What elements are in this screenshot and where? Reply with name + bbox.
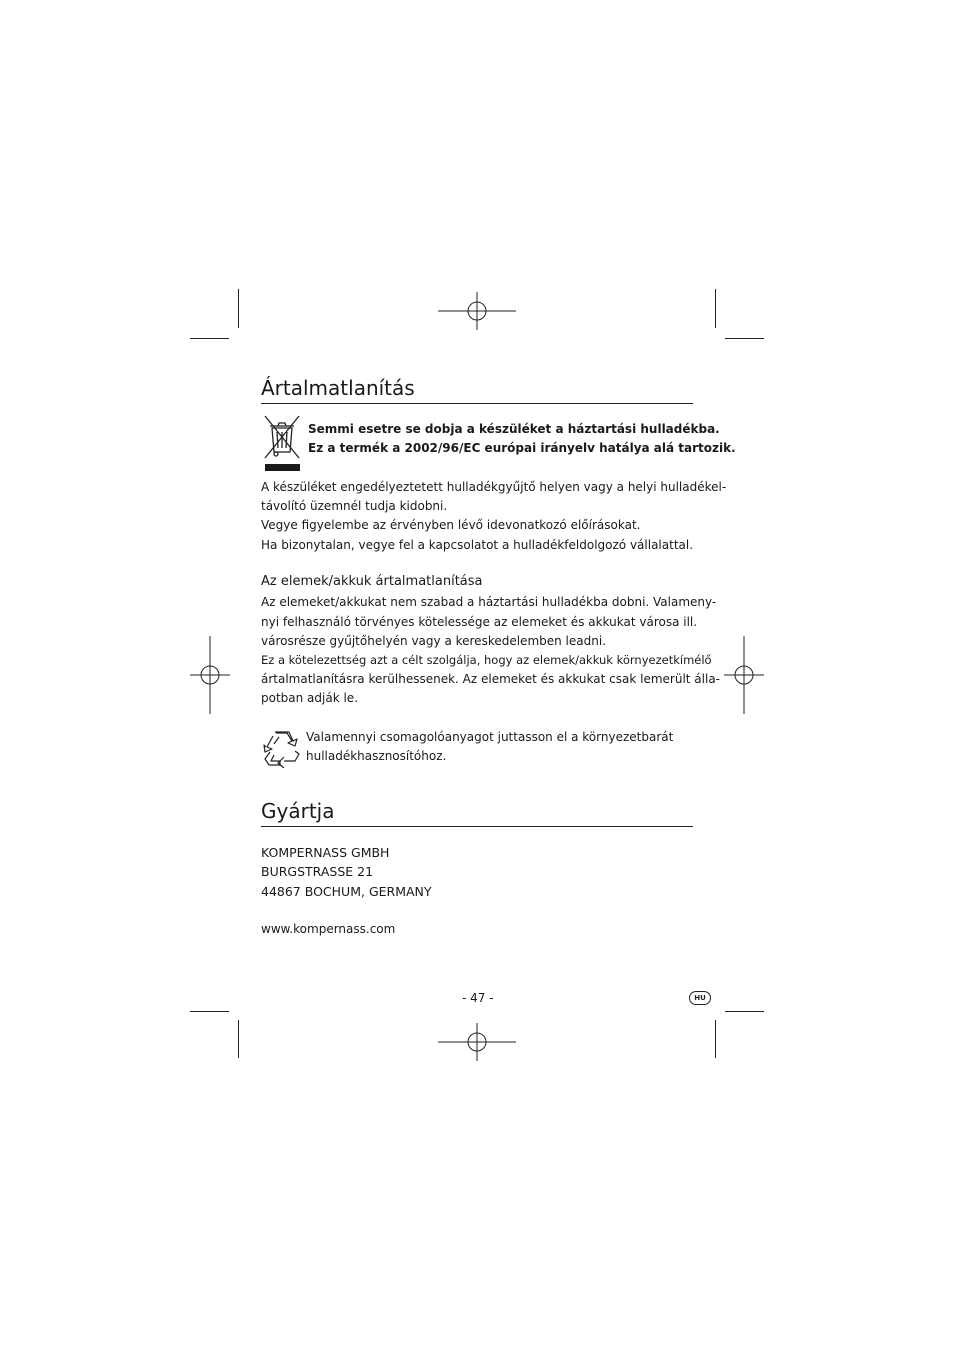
disposal-body-line-1: A készüléket engedélyeztetett hulladékgyűjtő helyen vagy a helyi hulladékel- [261,480,727,494]
address-line-3: 44867 BOCHUM, GERMANY [261,884,432,899]
crossed-out-wheelie-bin-icon [263,414,301,474]
registration-mark-bottom [438,1023,516,1061]
page-number: - 47 - [462,991,494,1005]
crop-mark-top-right-v [715,289,716,328]
recycle-icon [262,728,302,768]
batteries-line-5: ártalmatlanításra kerülhessenek. Az elemeket és akkukat csak lemerült álla- [261,672,721,686]
crop-mark-top-right-h [725,338,764,339]
crop-mark-top-left-v [238,289,239,328]
crop-mark-bottom-right-v [715,1020,716,1058]
address-line-1: KOMPERNASS GMBH [261,845,390,860]
registration-mark-top [438,292,516,330]
disposal-body-line-3: Vegye figyelembe az érvényben lévő idevonatkozó előírásokat. [261,518,641,532]
crop-mark-top-left-h [190,338,229,339]
batteries-line-1: Az elemeket/akkukat nem szabad a háztartási hulladékba dobni. Valameny- [261,595,717,609]
packaging-line-2: hulladékhasznosítóhoz. [306,749,447,763]
website-text: www.kompernass.com [261,922,396,936]
batteries-line-6: potban adják le. [261,691,359,705]
batteries-subheading: Az elemek/akkuk ártalmatlanítása [261,574,483,589]
manufacturer-heading: Gyártja [261,799,335,823]
manufacturer-heading-rule [261,826,693,827]
disposal-heading: Ártalmatlanítás [261,376,415,400]
batteries-line-4: Ez a kötelezettség azt a célt szolgálja, hogy az elemek/akkuk környezetkímélő [261,653,712,667]
registration-mark-left [190,636,230,714]
disposal-warning-line-2: Ez a termék a 2002/96/EC európai irányelv hatálya alá tartozik. [308,441,736,455]
disposal-heading-rule [261,403,693,404]
crop-mark-bottom-left-v [238,1020,239,1058]
disposal-body-line-4: Ha bizonytalan, vegye fel a kapcsolatot a hulladékfeldolgozó vállalattal. [261,538,694,552]
disposal-warning-line-1: Semmi esetre se dobja a készüléket a háztartási hulladékba. [308,422,720,436]
language-badge: HU [689,991,711,1005]
disposal-body-line-2: távolító üzemnél tudja kidobni. [261,499,448,513]
address-line-2: BURGSTRASSE 21 [261,864,374,879]
batteries-line-3: városrésze gyűjtőhelyén vagy a kereskedelemben leadni. [261,634,606,648]
registration-mark-right [724,636,764,714]
crop-mark-bottom-right-h [725,1011,764,1012]
packaging-line-1: Valamennyi csomagolóanyagot juttasson el a környezetbarát [306,730,674,744]
crop-mark-bottom-left-h [190,1011,229,1012]
batteries-line-2: nyi felhasználó törvényes kötelessége az elemeket és akkukat városa ill. [261,615,698,629]
